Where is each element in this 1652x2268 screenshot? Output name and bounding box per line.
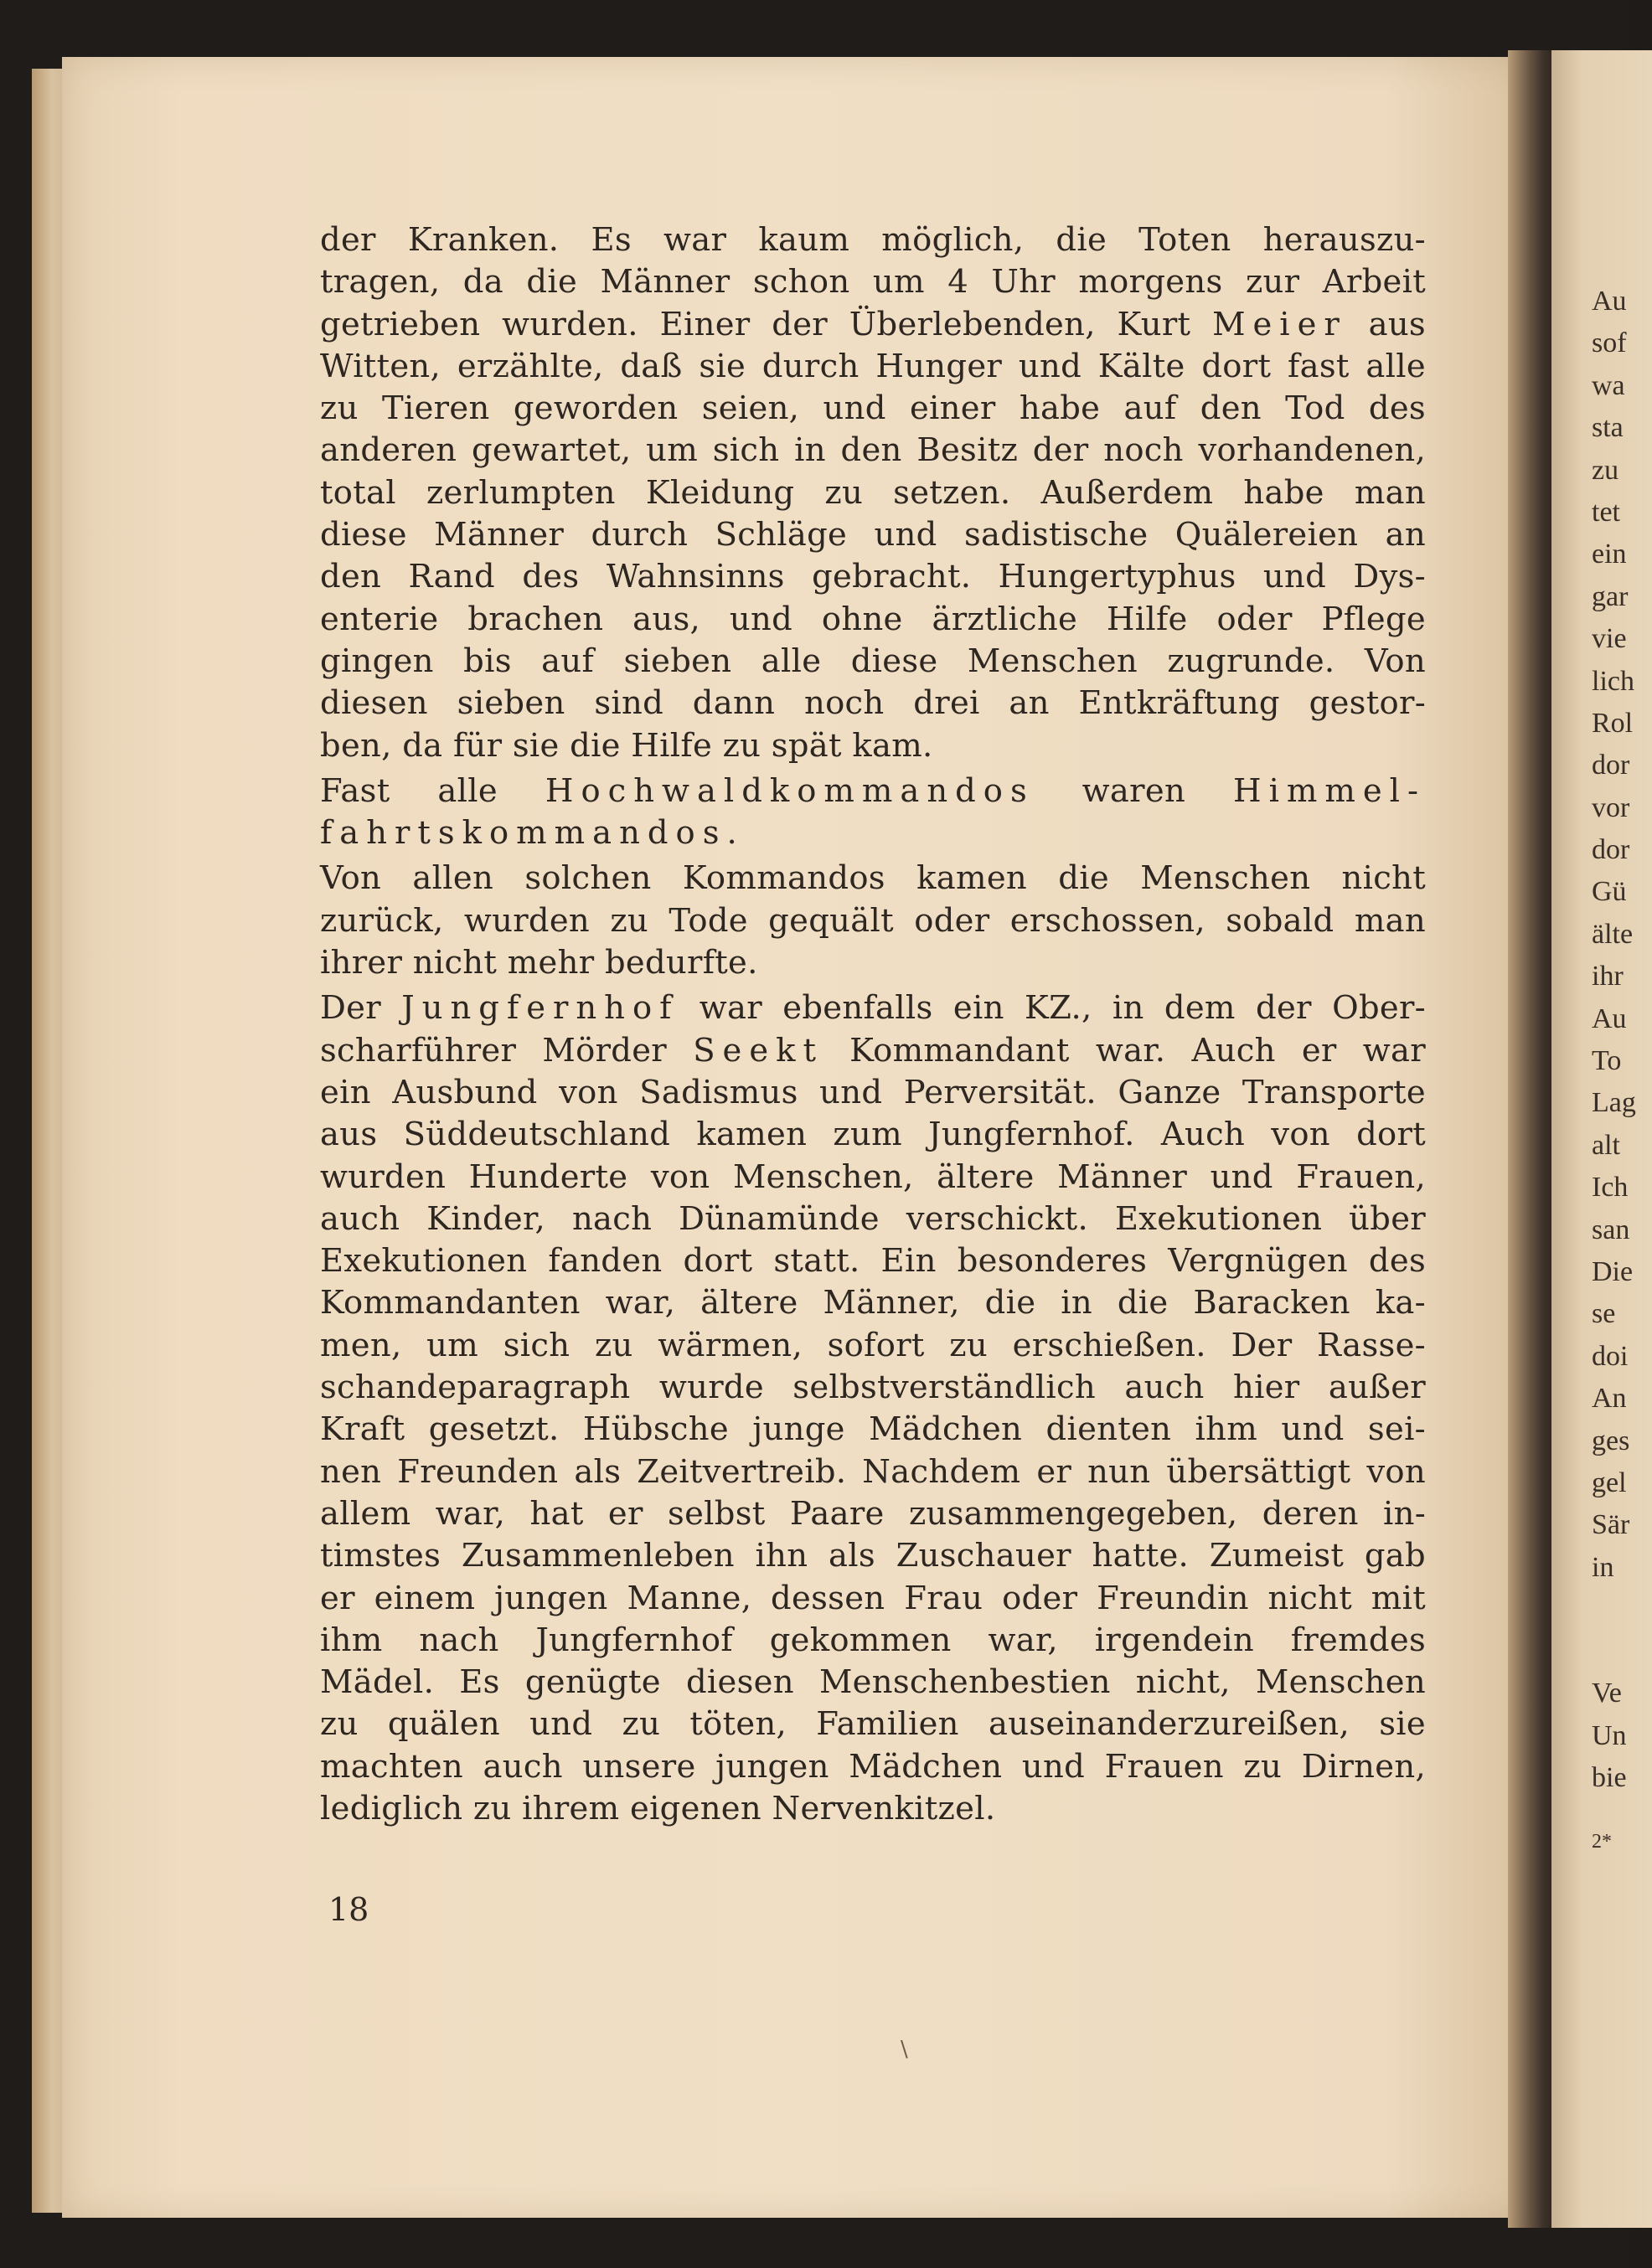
text-run: diese Männer durch Schläge und sadistische Quälereien an	[320, 516, 1426, 554]
text-run: diesen sieben sind dann noch drei an Entkräftung gestor-	[320, 684, 1426, 723]
text-line	[320, 1409, 1426, 1451]
facing-page-fragment: Un	[1592, 1719, 1627, 1751]
spaced-emphasis: Seekt	[693, 1031, 823, 1070]
facing-page-fragment: älte	[1592, 918, 1634, 950]
stray-mark: \	[901, 2037, 908, 2062]
text-run: men, um sich zu wärmen, sofort zu erschießen. Der Rasse-	[320, 1326, 1426, 1364]
facing-page-fragment: in	[1592, 1551, 1614, 1583]
book-gutter	[1508, 50, 1558, 2228]
text-line	[320, 1578, 1426, 1620]
text-run: schandeparagraph wurde selbstverständlich auch hier außer	[320, 1369, 1426, 1407]
text-run: aus	[1346, 305, 1426, 343]
text-line	[320, 1535, 1426, 1577]
text-line	[320, 1240, 1426, 1282]
spaced-emphasis: fahrtskommandos	[320, 814, 727, 853]
text-line	[320, 812, 1426, 854]
text-run: der Kranken. Es war kaum möglich, die Toten herauszu-	[320, 221, 1426, 259]
facing-page-fragment: Ich	[1592, 1172, 1629, 1204]
text-run: Kommandant war. Auch er war	[823, 1031, 1426, 1070]
text-run: tragen, da die Männer schon um 4 Uhr morgens zur Arbeit	[320, 263, 1426, 302]
text-run: waren	[1034, 771, 1233, 810]
facing-page-fragment: alt	[1592, 1129, 1620, 1161]
facing-page-fragment: doi	[1592, 1340, 1629, 1372]
facing-page-fragment: An	[1592, 1383, 1627, 1415]
text-line	[320, 1282, 1426, 1324]
facing-page-fragment: sta	[1592, 412, 1624, 444]
text-run: ben, da für sie die Hilfe zu spät kam.	[320, 726, 933, 765]
text-run: machten auch unsere jungen Mädchen und Frauen zu Dirnen,	[320, 1747, 1426, 1786]
text-run: Kommandanten war, ältere Männer, die in die Baracken ka-	[320, 1284, 1426, 1322]
text-line	[320, 1451, 1426, 1493]
text-run: Exekutionen fanden dort statt. Ein besonderes Vergnügen des	[320, 1242, 1426, 1281]
page-body-text	[320, 219, 1426, 1833]
text-line	[320, 1198, 1426, 1240]
facing-page-fragment: To	[1592, 1045, 1622, 1077]
text-line	[320, 472, 1426, 514]
text-line	[320, 683, 1426, 724]
text-run: anderen gewartet, um sich in den Besitz der noch vorhandenen,	[320, 431, 1426, 470]
facing-page-fragment: Ve	[1592, 1678, 1622, 1709]
text-line	[320, 1746, 1426, 1788]
text-line	[320, 1325, 1426, 1367]
text-line	[320, 388, 1426, 430]
text-line	[320, 987, 1426, 1029]
text-run: timstes Zusammenleben ihn als Zuschauer hatte. Zumeist gab	[320, 1537, 1426, 1575]
text-line	[320, 430, 1426, 472]
text-line	[320, 858, 1426, 899]
text-run: ihm nach Jungfernhof gekommen war, irgendein fremdes	[320, 1621, 1426, 1659]
text-line	[320, 900, 1426, 942]
facing-page-fragments	[1592, 281, 1636, 1863]
text-run: gingen bis auf sieben alle diese Menschen zugrunde. Von	[320, 642, 1426, 680]
facing-page-fragment: Au	[1592, 1003, 1627, 1034]
text-run: zu quälen und zu töten, Familien auseinanderzureißen, sie	[320, 1705, 1426, 1744]
spaced-emphasis: Jungfernhof	[401, 989, 679, 1028]
facing-page-fragment: bie	[1592, 1761, 1627, 1793]
facing-page-fragment: ihr	[1592, 961, 1624, 992]
text-line	[320, 219, 1426, 261]
facing-page-fragment: Au	[1592, 286, 1627, 317]
text-line	[320, 514, 1426, 556]
spaced-emphasis: Meier	[1212, 305, 1347, 343]
text-run: Der	[320, 989, 402, 1028]
facing-page-fragment: tet	[1592, 496, 1620, 528]
text-run: nen Freunden als Zeitvertreib. Nachdem er nun übersättigt von	[320, 1452, 1426, 1491]
spaced-emphasis: Himmel-	[1233, 771, 1427, 810]
text-run: Kraft gesetzt. Hübsche junge Mädchen dienten ihm und sei-	[320, 1410, 1426, 1449]
facing-page-fragment: dor	[1592, 834, 1630, 866]
text-run: aus Süddeutschland kamen zum Jungfernhof. Auch von dort	[320, 1116, 1426, 1154]
text-line	[320, 1620, 1426, 1662]
facing-page-fragment: sof	[1592, 327, 1627, 359]
text-run: enterie brachen aus, und ohne ärztliche Hilfe oder Pflege	[320, 600, 1426, 638]
facing-page-fragment: Die	[1592, 1255, 1634, 1287]
text-run: auch Kinder, nach Dünamünde verschickt. Exekutionen über	[320, 1199, 1426, 1238]
text-line	[320, 725, 1426, 767]
text-run: zu Tieren geworden seien, und einer habe auf den Tod des	[320, 389, 1426, 428]
text-run: wurden Hunderte von Menschen, ältere Männer und Frauen,	[320, 1157, 1426, 1196]
text-line	[320, 641, 1426, 683]
facing-page-fragment: gel	[1592, 1466, 1627, 1498]
text-line	[320, 1030, 1426, 1072]
facing-page-fragment: lich	[1592, 665, 1634, 697]
text-run: zurück, wurden zu Tode gequält oder erschossen, sobald man	[320, 901, 1426, 940]
text-line	[320, 1704, 1426, 1745]
text-run: Witten, erzählte, daß sie durch Hunger und Kälte dort fast alle	[320, 347, 1426, 385]
text-run: total zerlumpten Kleidung zu setzen. Außerdem habe man	[320, 473, 1426, 512]
spaced-emphasis: Hochwaldkommandos	[545, 771, 1035, 810]
facing-page-fragment: Sär	[1592, 1509, 1630, 1541]
text-line	[320, 1493, 1426, 1535]
text-line	[320, 1662, 1426, 1704]
facing-page-fragment: ein	[1592, 539, 1627, 570]
text-line	[320, 1788, 1426, 1830]
text-run: .	[726, 814, 738, 853]
paragraph	[320, 987, 1426, 1830]
paragraph	[320, 219, 1426, 767]
text-run: den Rand des Wahnsinns gebracht. Hungertyphus und Dys-	[320, 558, 1426, 596]
text-line	[320, 1157, 1426, 1198]
facing-page-fragment: vor	[1592, 791, 1630, 823]
text-line	[320, 599, 1426, 641]
text-line	[320, 556, 1426, 598]
facing-page-fragment	[1592, 1589, 1628, 1673]
facing-page-fragment: Lag	[1592, 1087, 1636, 1119]
facing-page-fragment: san	[1592, 1214, 1630, 1245]
text-line	[320, 1114, 1426, 1156]
text-line	[320, 771, 1426, 812]
text-run: Mädel. Es genügte diesen Menschenbestien nicht, Menschen	[320, 1663, 1426, 1702]
facing-page-fragment: gar	[1592, 580, 1629, 612]
facing-page-fragment: se	[1592, 1298, 1616, 1330]
facing-page-fragment: Gü	[1592, 876, 1627, 908]
facing-page-fragment: dor	[1592, 750, 1630, 781]
text-run: war ebenfalls ein KZ., in dem der Ober-	[679, 989, 1426, 1028]
text-line	[320, 1367, 1426, 1409]
facing-page-signature-mark: 2*	[1592, 1831, 1612, 1853]
text-run: ihrer nicht mehr bedurfte.	[320, 944, 758, 982]
text-run: Von allen solchen Kommandos kamen die Menschen nicht	[320, 859, 1426, 898]
text-run: lediglich zu ihrem eigenen Nervenkitzel.	[320, 1789, 996, 1827]
text-run: ein Ausbund von Sadismus und Perversität. Ganze Transporte	[320, 1073, 1426, 1111]
paragraph	[320, 858, 1426, 984]
text-run: allem war, hat er selbst Paare zusammengegeben, deren in-	[320, 1494, 1426, 1533]
facing-page-fragment: Rol	[1592, 707, 1634, 739]
text-run: getrieben wurden. Einer der Überlebenden, Kurt	[320, 305, 1213, 343]
text-run: er einem jungen Manne, dessen Frau oder Freundin nicht mit	[320, 1579, 1426, 1617]
text-run: Fast alle	[320, 771, 545, 810]
text-line	[320, 346, 1426, 388]
facing-page-fragment: ges	[1592, 1425, 1630, 1456]
paragraph	[320, 771, 1426, 855]
facing-page-fragment: vie	[1592, 623, 1627, 655]
facing-page-fragment: wa	[1592, 369, 1625, 401]
text-line	[320, 1072, 1426, 1114]
text-line	[320, 942, 1426, 984]
page-number: 18	[328, 1891, 369, 1928]
text-run: scharführer Mörder	[320, 1031, 694, 1070]
facing-page-fragment: zu	[1592, 454, 1619, 486]
text-line	[320, 304, 1426, 346]
text-line	[320, 261, 1426, 303]
